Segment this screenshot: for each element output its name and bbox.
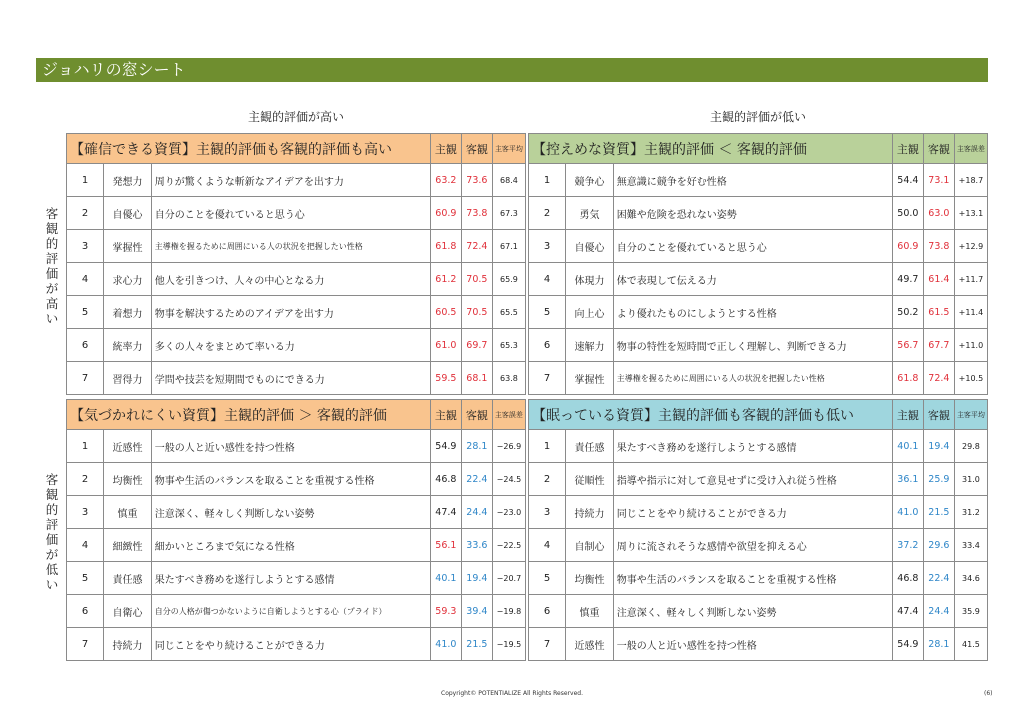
objective-score: 69.7 xyxy=(461,329,492,362)
trait-name: 従順性 xyxy=(566,463,614,496)
trait-description: 体で表現して伝える力 xyxy=(613,263,892,296)
summary-score: +11.4 xyxy=(954,296,987,329)
summary-score: 67.3 xyxy=(492,197,525,230)
trait-name: 自制心 xyxy=(566,529,614,562)
objective-score: 21.5 xyxy=(461,628,492,661)
summary-score: 29.8 xyxy=(954,430,987,463)
summary-score: 34.6 xyxy=(954,562,987,595)
row-number: 6 xyxy=(67,329,104,362)
trait-name: 習得力 xyxy=(104,362,152,395)
table-row xyxy=(67,496,526,529)
summary-score: +12.9 xyxy=(954,230,987,263)
row-number: 1 xyxy=(67,430,104,463)
row-number: 7 xyxy=(529,362,566,395)
trait-name: 統率力 xyxy=(104,329,152,362)
trait-name: 着想力 xyxy=(104,296,152,329)
objective-score: 29.6 xyxy=(923,529,954,562)
row-number: 7 xyxy=(67,628,104,661)
trait-name: 責任感 xyxy=(566,430,614,463)
subjective-score: 46.8 xyxy=(430,463,461,496)
table-row xyxy=(67,296,526,329)
trait-description: 果たすべき務めを遂行しようとする感情 xyxy=(151,562,430,595)
subjective-score: 41.0 xyxy=(892,496,923,529)
row-number: 6 xyxy=(529,595,566,628)
copyright-footer: Copyright© POTENTIALIZE All Rights Reserved. xyxy=(441,690,583,697)
trait-name: 向上心 xyxy=(566,296,614,329)
table-row xyxy=(529,197,988,230)
trait-description: 注意深く、軽々しく判断しない姿勢 xyxy=(151,496,430,529)
summary-header: 主客平均 xyxy=(954,400,987,430)
trait-description: 自分のことを優れていると思う心 xyxy=(613,230,892,263)
trait-name: 求心力 xyxy=(104,263,152,296)
column-header-high: 主観的評価が高い xyxy=(247,110,344,124)
trait-name: 体現力 xyxy=(566,263,614,296)
table-row xyxy=(67,628,526,661)
subjective-score: 63.2 xyxy=(430,164,461,197)
trait-description: 無意識に競争を好む性格 xyxy=(613,164,892,197)
summary-score: 35.9 xyxy=(954,595,987,628)
subjective-score: 54.9 xyxy=(430,430,461,463)
subjective-score: 59.3 xyxy=(430,595,461,628)
subjective-score: 50.2 xyxy=(892,296,923,329)
quadrant-unnoticed-traits xyxy=(66,399,526,661)
row-number: 4 xyxy=(529,529,566,562)
subjective-header: 主観 xyxy=(892,134,923,164)
trait-description: 細かいところまで気になる性格 xyxy=(151,529,430,562)
summary-score: 31.2 xyxy=(954,496,987,529)
summary-score: 33.4 xyxy=(954,529,987,562)
summary-score: −26.9 xyxy=(492,430,525,463)
trait-description: 一般の人と近い感性を持つ性格 xyxy=(151,430,430,463)
objective-score: 28.1 xyxy=(461,430,492,463)
table-row xyxy=(67,197,526,230)
row-number: 5 xyxy=(529,296,566,329)
trait-name: 自優心 xyxy=(566,230,614,263)
row-number: 5 xyxy=(67,296,104,329)
trait-description: 自分のことを優れていると思う心 xyxy=(151,197,430,230)
objective-score: 73.1 xyxy=(923,164,954,197)
subjective-score: 41.0 xyxy=(430,628,461,661)
summary-score: +10.5 xyxy=(954,362,987,395)
table-row xyxy=(67,529,526,562)
objective-score: 22.4 xyxy=(461,463,492,496)
row-number: 1 xyxy=(529,164,566,197)
summary-score: +11.7 xyxy=(954,263,987,296)
summary-score: −24.5 xyxy=(492,463,525,496)
subjective-header: 主観 xyxy=(430,400,461,430)
summary-score: −20.7 xyxy=(492,562,525,595)
sheet-title: ジョハリの窓シート xyxy=(36,58,988,82)
subjective-score: 46.8 xyxy=(892,562,923,595)
quadrant-title: 【気づかれにくい資質】主観的評価 ＞ 客観的評価 xyxy=(67,400,431,430)
row-number: 6 xyxy=(67,595,104,628)
trait-name: 近感性 xyxy=(566,628,614,661)
table-row xyxy=(67,230,526,263)
table-row xyxy=(529,329,988,362)
table-row xyxy=(529,463,988,496)
objective-score: 61.5 xyxy=(923,296,954,329)
objective-score: 21.5 xyxy=(923,496,954,529)
objective-score: 72.4 xyxy=(923,362,954,395)
objective-score: 25.9 xyxy=(923,463,954,496)
trait-description: 学問や技芸を短期間でものにできる力 xyxy=(151,362,430,395)
objective-score: 63.0 xyxy=(923,197,954,230)
table-row xyxy=(529,164,988,197)
objective-score: 33.6 xyxy=(461,529,492,562)
summary-score: 68.4 xyxy=(492,164,525,197)
trait-name: 勇気 xyxy=(566,197,614,230)
trait-name: 発想力 xyxy=(104,164,152,197)
table-row xyxy=(529,430,988,463)
table-row xyxy=(67,263,526,296)
objective-score: 22.4 xyxy=(923,562,954,595)
subjective-score: 56.1 xyxy=(430,529,461,562)
subjective-score: 54.4 xyxy=(892,164,923,197)
trait-description: 自分の人格が傷つかないように自衛しようとする心（プライド） xyxy=(151,595,430,628)
subjective-score: 61.8 xyxy=(892,362,923,395)
objective-header: 客観 xyxy=(461,134,492,164)
objective-score: 67.7 xyxy=(923,329,954,362)
row-number: 3 xyxy=(67,230,104,263)
column-header-low: 主観的評価が低い xyxy=(709,110,806,124)
objective-header: 客観 xyxy=(923,134,954,164)
subjective-header: 主観 xyxy=(892,400,923,430)
row-number: 5 xyxy=(67,562,104,595)
row-number: 3 xyxy=(67,496,104,529)
summary-score: +11.0 xyxy=(954,329,987,362)
trait-description: 同じことをやり続けることができる力 xyxy=(613,496,892,529)
summary-score: −22.5 xyxy=(492,529,525,562)
table-row xyxy=(529,595,988,628)
trait-name: 掌握性 xyxy=(566,362,614,395)
table-row xyxy=(529,529,988,562)
trait-description: 周りが驚くような斬新なアイデアを出す力 xyxy=(151,164,430,197)
objective-score: 19.4 xyxy=(461,562,492,595)
summary-score: −19.5 xyxy=(492,628,525,661)
objective-score: 61.4 xyxy=(923,263,954,296)
summary-score: 31.0 xyxy=(954,463,987,496)
objective-score: 24.4 xyxy=(461,496,492,529)
table-row xyxy=(67,362,526,395)
objective-score: 72.4 xyxy=(461,230,492,263)
trait-description: 物事を解決するためのアイデアを出す力 xyxy=(151,296,430,329)
row-number: 5 xyxy=(529,562,566,595)
row-header-low: 客 観 的 評 価 が 低 い xyxy=(45,472,59,592)
summary-score: −19.8 xyxy=(492,595,525,628)
trait-description: 他人を引きつけ、人々の中心となる力 xyxy=(151,263,430,296)
row-number: 2 xyxy=(529,463,566,496)
row-number: 2 xyxy=(67,463,104,496)
quadrant-modest-traits xyxy=(528,133,988,395)
row-number: 4 xyxy=(67,529,104,562)
subjective-score: 40.1 xyxy=(430,562,461,595)
row-number: 2 xyxy=(67,197,104,230)
objective-score: 19.4 xyxy=(923,430,954,463)
summary-header: 主客誤差 xyxy=(954,134,987,164)
objective-score: 70.5 xyxy=(461,263,492,296)
subjective-score: 40.1 xyxy=(892,430,923,463)
subjective-score: 50.0 xyxy=(892,197,923,230)
row-number: 7 xyxy=(529,628,566,661)
subjective-score: 60.5 xyxy=(430,296,461,329)
table-row xyxy=(67,595,526,628)
trait-description: より優れたものにしようとする性格 xyxy=(613,296,892,329)
table-row xyxy=(529,496,988,529)
subjective-score: 61.8 xyxy=(430,230,461,263)
row-number: 7 xyxy=(67,362,104,395)
row-number: 3 xyxy=(529,496,566,529)
subjective-score: 36.1 xyxy=(892,463,923,496)
table-row xyxy=(67,430,526,463)
summary-score: 65.5 xyxy=(492,296,525,329)
trait-description: 物事や生活のバランスを取ることを重視する性格 xyxy=(151,463,430,496)
trait-description: 一般の人と近い感性を持つ性格 xyxy=(613,628,892,661)
summary-score: 41.5 xyxy=(954,628,987,661)
subjective-score: 56.7 xyxy=(892,329,923,362)
subjective-score: 47.4 xyxy=(430,496,461,529)
summary-score: 65.3 xyxy=(492,329,525,362)
subjective-header: 主観 xyxy=(430,134,461,164)
subjective-score: 54.9 xyxy=(892,628,923,661)
objective-score: 70.5 xyxy=(461,296,492,329)
row-number: 2 xyxy=(529,197,566,230)
quadrant-title: 【控えめな資質】主観的評価 ＜ 客観的評価 xyxy=(529,134,893,164)
subjective-score: 37.2 xyxy=(892,529,923,562)
objective-score: 73.8 xyxy=(923,230,954,263)
objective-header: 客観 xyxy=(923,400,954,430)
trait-description: 主導権を握るために周囲にいる人の状況を把握したい性格 xyxy=(613,362,892,395)
row-number: 4 xyxy=(529,263,566,296)
trait-description: 指導や指示に対して意見せずに受け入れ従う性格 xyxy=(613,463,892,496)
subjective-score: 61.2 xyxy=(430,263,461,296)
row-number: 1 xyxy=(529,430,566,463)
trait-name: 均衡性 xyxy=(104,463,152,496)
quadrant-title: 【確信できる資質】主観的評価も客観的評価も高い xyxy=(67,134,431,164)
summary-header: 主客誤差 xyxy=(492,400,525,430)
trait-description: 果たすべき務めを遂行しようとする感情 xyxy=(613,430,892,463)
row-header-high: 客 観 的 評 価 が 高 い xyxy=(45,206,59,326)
trait-description: 注意深く、軽々しく判断しない姿勢 xyxy=(613,595,892,628)
trait-description: 同じことをやり続けることができる力 xyxy=(151,628,430,661)
table-row xyxy=(529,263,988,296)
trait-description: 困難や危険を恐れない姿勢 xyxy=(613,197,892,230)
page-number: (6) xyxy=(984,690,993,697)
trait-name: 慎重 xyxy=(104,496,152,529)
trait-name: 責任感 xyxy=(104,562,152,595)
table-row xyxy=(529,362,988,395)
table-row xyxy=(67,463,526,496)
summary-score: 65.9 xyxy=(492,263,525,296)
summary-score: −23.0 xyxy=(492,496,525,529)
trait-name: 自優心 xyxy=(104,197,152,230)
objective-score: 24.4 xyxy=(923,595,954,628)
table-row xyxy=(529,628,988,661)
trait-name: 均衡性 xyxy=(566,562,614,595)
objective-score: 28.1 xyxy=(923,628,954,661)
table-row xyxy=(529,230,988,263)
subjective-score: 59.5 xyxy=(430,362,461,395)
trait-name: 細緻性 xyxy=(104,529,152,562)
quadrant-confident-traits xyxy=(66,133,526,395)
summary-header: 主客平均 xyxy=(492,134,525,164)
table-row xyxy=(67,329,526,362)
table-row xyxy=(67,562,526,595)
trait-name: 競争心 xyxy=(566,164,614,197)
table-row xyxy=(529,562,988,595)
trait-name: 慎重 xyxy=(566,595,614,628)
summary-score: +18.7 xyxy=(954,164,987,197)
objective-score: 39.4 xyxy=(461,595,492,628)
trait-name: 速解力 xyxy=(566,329,614,362)
row-number: 1 xyxy=(67,164,104,197)
row-number: 6 xyxy=(529,329,566,362)
trait-description: 物事や生活のバランスを取ることを重視する性格 xyxy=(613,562,892,595)
table-row xyxy=(67,164,526,197)
subjective-score: 60.9 xyxy=(892,230,923,263)
trait-name: 持続力 xyxy=(104,628,152,661)
summary-score: 67.1 xyxy=(492,230,525,263)
trait-description: 主導権を握るために周囲にいる人の状況を把握したい性格 xyxy=(151,230,430,263)
trait-name: 掌握性 xyxy=(104,230,152,263)
row-number: 3 xyxy=(529,230,566,263)
summary-score: +13.1 xyxy=(954,197,987,230)
quadrant-title: 【眠っている資質】主観的評価も客観的評価も低い xyxy=(529,400,893,430)
trait-name: 持続力 xyxy=(566,496,614,529)
trait-name: 自衛心 xyxy=(104,595,152,628)
trait-name: 近感性 xyxy=(104,430,152,463)
table-row xyxy=(529,296,988,329)
subjective-score: 47.4 xyxy=(892,595,923,628)
trait-description: 物事の特性を短時間で正しく理解し、判断できる力 xyxy=(613,329,892,362)
trait-description: 周りに流されそうな感情や欲望を抑える心 xyxy=(613,529,892,562)
summary-score: 63.8 xyxy=(492,362,525,395)
trait-description: 多くの人々をまとめて率いる力 xyxy=(151,329,430,362)
subjective-score: 60.9 xyxy=(430,197,461,230)
row-number: 4 xyxy=(67,263,104,296)
objective-header: 客観 xyxy=(461,400,492,430)
quadrant-dormant-traits xyxy=(528,399,988,661)
subjective-score: 49.7 xyxy=(892,263,923,296)
objective-score: 73.6 xyxy=(461,164,492,197)
objective-score: 68.1 xyxy=(461,362,492,395)
subjective-score: 61.0 xyxy=(430,329,461,362)
objective-score: 73.8 xyxy=(461,197,492,230)
